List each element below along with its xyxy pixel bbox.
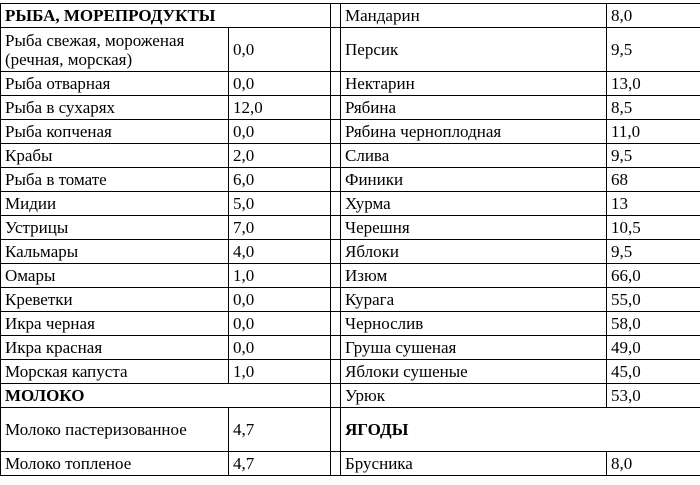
column-gap	[331, 72, 341, 96]
table-row	[1, 240, 700, 264]
column-gap	[331, 288, 341, 312]
product-name: Рыба в сухарях	[1, 96, 229, 120]
product-value: 8,0	[607, 452, 700, 476]
product-name: Финики	[341, 168, 607, 192]
product-name: Мандарин	[341, 4, 607, 28]
product-value: 0,0	[229, 336, 331, 360]
table-row	[1, 192, 700, 216]
column-gap	[331, 336, 341, 360]
product-name: Хурма	[341, 192, 607, 216]
column-gap	[331, 384, 341, 408]
product-name: Черешня	[341, 216, 607, 240]
table-row	[1, 72, 700, 96]
table-row	[1, 336, 700, 360]
product-value: 8,5	[607, 96, 700, 120]
product-name: Чернослив	[341, 312, 607, 336]
product-name: Брусника	[341, 452, 607, 476]
table-row	[1, 216, 700, 240]
product-name: Крабы	[1, 144, 229, 168]
product-value: 0,0	[229, 288, 331, 312]
product-value: 8,0	[607, 4, 700, 28]
column-gap	[331, 216, 341, 240]
table-row	[1, 384, 700, 408]
product-value: 68	[607, 168, 700, 192]
section-header-fish: РЫБА, МОРЕПРОДУКТЫ	[1, 4, 331, 28]
table-row	[1, 28, 700, 72]
table-row	[1, 4, 700, 28]
product-value: 1,0	[229, 264, 331, 288]
product-name: Курага	[341, 288, 607, 312]
product-name: Яблоки	[341, 240, 607, 264]
product-name: Морская капуста	[1, 360, 229, 384]
product-value: 45,0	[607, 360, 700, 384]
product-name: Изюм	[341, 264, 607, 288]
product-name: Рыба свежая, мороженая (речная, морская)	[1, 28, 229, 72]
product-name: Нектарин	[341, 72, 607, 96]
product-name: Яблоки сушеные	[341, 360, 607, 384]
column-gap	[331, 240, 341, 264]
product-value: 0,0	[229, 72, 331, 96]
product-value: 66,0	[607, 264, 700, 288]
product-name: Устрицы	[1, 216, 229, 240]
product-value: 1,0	[229, 360, 331, 384]
column-gap	[331, 408, 341, 452]
product-value: 0,0	[229, 120, 331, 144]
product-value: 10,5	[607, 216, 700, 240]
product-name: Рыба в томате	[1, 168, 229, 192]
product-name: Рябина черноплодная	[341, 120, 607, 144]
table-row	[1, 408, 700, 452]
column-gap	[331, 452, 341, 476]
product-value: 49,0	[607, 336, 700, 360]
product-value: 9,5	[607, 240, 700, 264]
product-value: 2,0	[229, 144, 331, 168]
product-value: 9,5	[607, 28, 700, 72]
table-row	[1, 360, 700, 384]
product-value: 53,0	[607, 384, 700, 408]
product-name: Омары	[1, 264, 229, 288]
table-row	[1, 144, 700, 168]
product-name: Персик	[341, 28, 607, 72]
product-name: Рыба отварная	[1, 72, 229, 96]
product-name: Рябина	[341, 96, 607, 120]
product-value: 0,0	[229, 28, 331, 72]
table-row	[1, 168, 700, 192]
product-value: 58,0	[607, 312, 700, 336]
product-value: 12,0	[229, 96, 331, 120]
carbohydrate-table	[0, 3, 700, 476]
section-header-berries: ЯГОДЫ	[341, 408, 700, 452]
product-name: Молоко пастеризованное	[1, 408, 229, 452]
product-name: Груша сушеная	[341, 336, 607, 360]
product-name: Слива	[341, 144, 607, 168]
column-gap	[331, 360, 341, 384]
product-name: Кальмары	[1, 240, 229, 264]
product-value: 11,0	[607, 120, 700, 144]
column-gap	[331, 120, 341, 144]
column-gap	[331, 312, 341, 336]
product-value: 6,0	[229, 168, 331, 192]
product-value: 5,0	[229, 192, 331, 216]
table-row	[1, 312, 700, 336]
product-value: 4,0	[229, 240, 331, 264]
column-gap	[331, 96, 341, 120]
product-value: 4,7	[229, 452, 331, 476]
product-value: 55,0	[607, 288, 700, 312]
product-name: Молоко топленое	[1, 452, 229, 476]
product-name: Креветки	[1, 288, 229, 312]
table-row	[1, 96, 700, 120]
column-gap	[331, 192, 341, 216]
product-value: 13	[607, 192, 700, 216]
table-row	[1, 452, 700, 476]
column-gap	[331, 4, 341, 28]
column-gap	[331, 264, 341, 288]
product-value: 13,0	[607, 72, 700, 96]
product-name: Рыба копченая	[1, 120, 229, 144]
product-name: Икра красная	[1, 336, 229, 360]
table-row	[1, 120, 700, 144]
section-header-milk: МОЛОКО	[1, 384, 331, 408]
column-gap	[331, 28, 341, 72]
product-name: Икра черная	[1, 312, 229, 336]
column-gap	[331, 168, 341, 192]
product-value: 9,5	[607, 144, 700, 168]
table-row	[1, 264, 700, 288]
column-gap	[331, 144, 341, 168]
table-row	[1, 288, 700, 312]
product-name: Мидии	[1, 192, 229, 216]
product-value: 0,0	[229, 312, 331, 336]
product-value: 7,0	[229, 216, 331, 240]
product-name: Урюк	[341, 384, 607, 408]
product-value: 4,7	[229, 408, 331, 452]
